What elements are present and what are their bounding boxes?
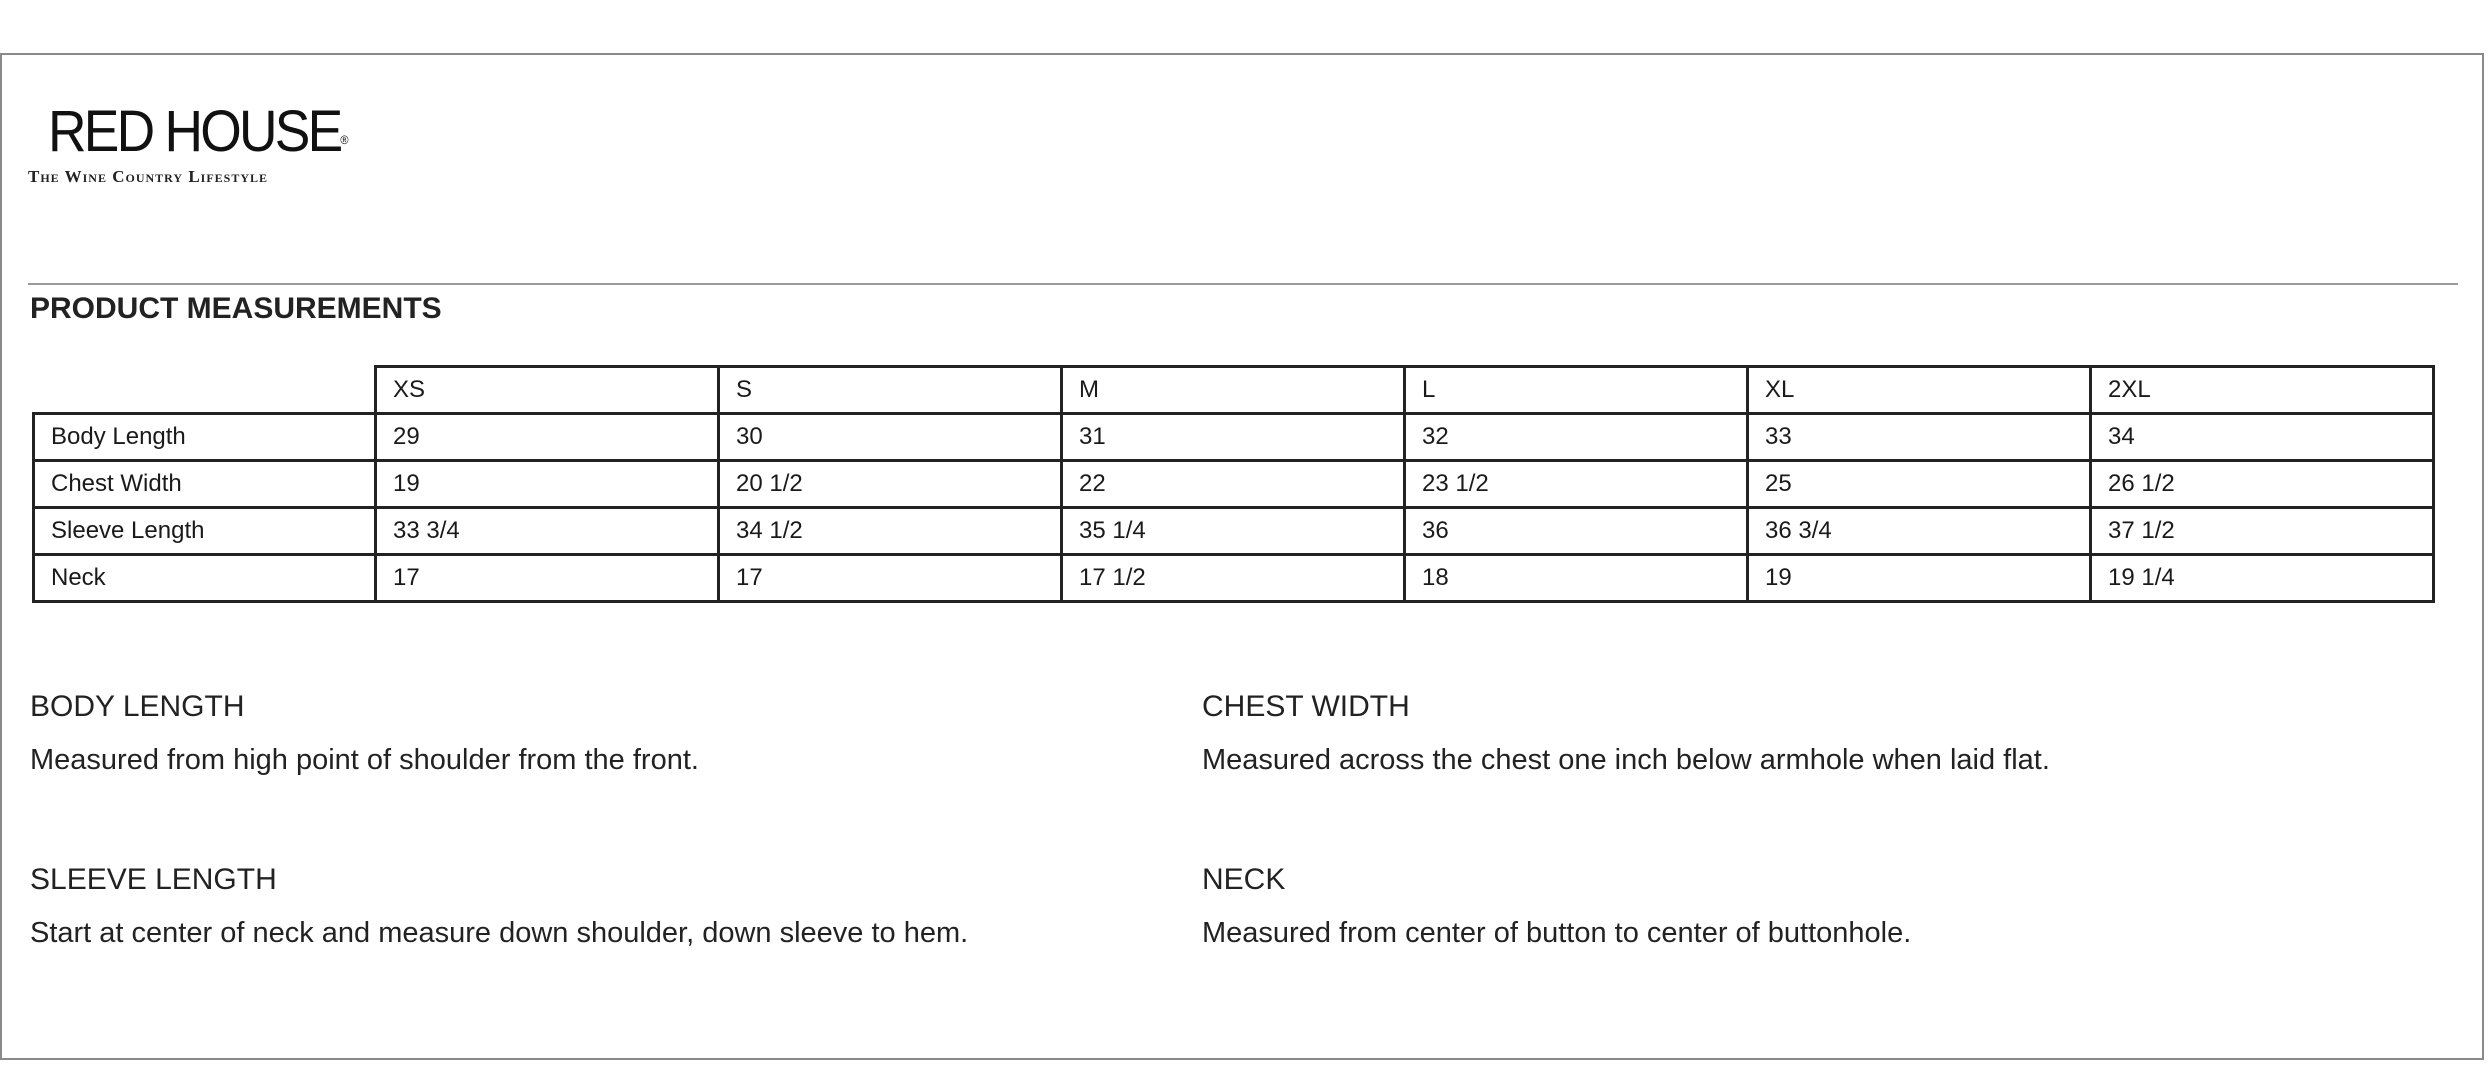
table-cell: 34 — [2091, 414, 2434, 461]
table-cell: 18 — [1405, 555, 1748, 602]
table-row — [34, 461, 2434, 508]
table-cell: 19 — [376, 461, 719, 508]
size-header: XL — [1748, 367, 2091, 414]
table-cell: 29 — [376, 414, 719, 461]
table-cell: 17 1/2 — [1062, 555, 1405, 602]
definition-neck — [1202, 863, 1911, 950]
definition-text: Measured from high point of shoulder from the front. — [30, 744, 699, 776]
table-corner-cell — [34, 367, 376, 414]
definition-heading: SLEEVE LENGTH — [30, 863, 277, 896]
table-cell: 35 1/4 — [1062, 508, 1405, 555]
table-cell: 33 3/4 — [376, 508, 719, 555]
table-cell: 36 — [1405, 508, 1748, 555]
definition-heading: NECK — [1202, 863, 1286, 896]
definition-text: Measured across the chest one inch below armhole when laid flat. — [1202, 744, 2050, 776]
table-cell: 20 1/2 — [719, 461, 1062, 508]
row-label: Neck — [34, 555, 376, 602]
table-cell: 30 — [719, 414, 1062, 461]
table-cell: 19 — [1748, 555, 2091, 602]
row-label: Body Length — [34, 414, 376, 461]
section-title: PRODUCT MEASUREMENTS — [30, 292, 442, 325]
table-cell: 22 — [1062, 461, 1405, 508]
definition-sleeve-length — [30, 863, 968, 950]
logo-tagline: The Wine Country Lifestyle — [28, 167, 269, 186]
table-cell: 19 1/4 — [2091, 555, 2434, 602]
table-row — [34, 414, 2434, 461]
table-cell: 37 1/2 — [2091, 508, 2434, 555]
definition-body-length — [30, 690, 699, 777]
brand-logo — [28, 99, 375, 187]
table-cell: 34 1/2 — [719, 508, 1062, 555]
definition-text: Start at center of neck and measure down shoulder, down sleeve to hem. — [30, 917, 969, 949]
table-cell: 31 — [1062, 414, 1405, 461]
measurements-table — [32, 365, 2435, 603]
table-cell: 33 — [1748, 414, 2091, 461]
table-cell: 25 — [1748, 461, 2091, 508]
table-cell: 23 1/2 — [1405, 461, 1748, 508]
definition-heading: BODY LENGTH — [30, 690, 245, 723]
size-header: S — [719, 367, 1062, 414]
definition-text: Measured from center of button to center of buttonhole. — [1202, 917, 1912, 949]
definition-chest-width — [1202, 690, 2050, 777]
row-label: Sleeve Length — [34, 508, 376, 555]
size-header: M — [1062, 367, 1405, 414]
table-cell: 17 — [376, 555, 719, 602]
table-header-row — [34, 367, 2434, 414]
table-cell: 32 — [1405, 414, 1748, 461]
table-cell: 26 1/2 — [2091, 461, 2434, 508]
size-header: XS — [376, 367, 719, 414]
table-row — [34, 555, 2434, 602]
table-cell: 36 3/4 — [1748, 508, 2091, 555]
row-label: Chest Width — [34, 461, 376, 508]
size-header: 2XL — [2091, 367, 2434, 414]
logo-wordmark: RED HOUSE® — [48, 99, 349, 164]
definition-heading: CHEST WIDTH — [1202, 690, 1410, 723]
divider — [28, 283, 2458, 285]
table-row — [34, 508, 2434, 555]
size-header: L — [1405, 367, 1748, 414]
table-cell: 17 — [719, 555, 1062, 602]
